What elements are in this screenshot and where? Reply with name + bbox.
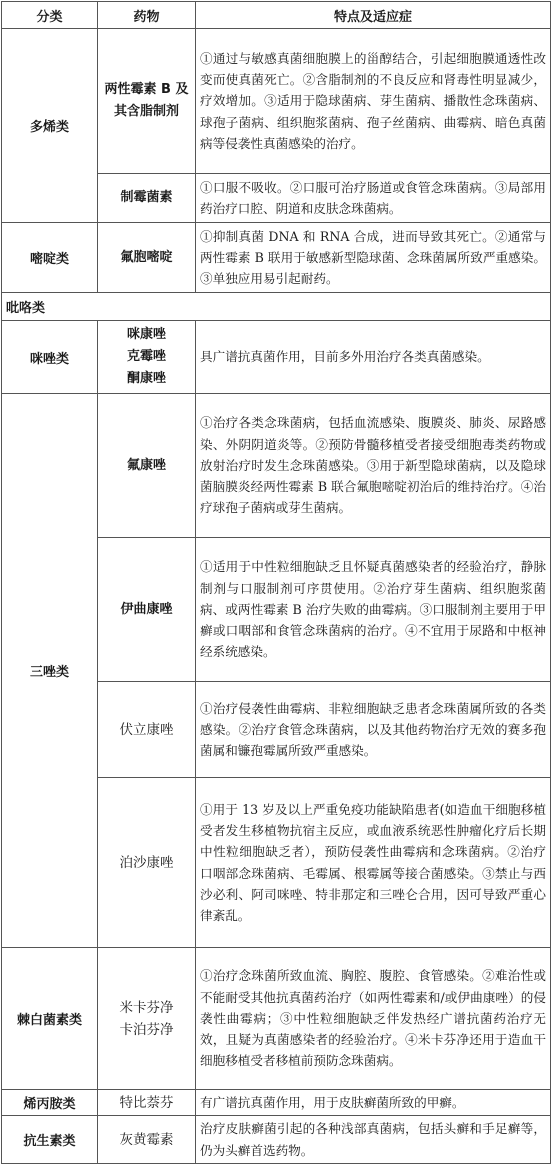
features-flucytosine: ①抑制真菌 DNA 和 RNA 合成，进而导致其死亡。②通常与两性霉素 B 联用于敏感新型隐球菌、念珠菌属所致严重感染。③单独应用易引起耐药。: [196, 223, 551, 293]
drug-imidazole-list: [98, 321, 196, 394]
drug-amphotericin-b: 两性霉素 B 及其含脂制剂: [98, 29, 196, 174]
table-row: [2, 948, 551, 1090]
table-row: [2, 1116, 551, 1164]
table-row: [2, 394, 551, 538]
drug-itraconazole: 伊曲康唑: [98, 538, 196, 682]
features-fluconazole: ①治疗各类念珠菌病，包括血流感染、腹膜炎、肺炎、尿路感染、外阴阴道炎等。②预防骨髓移植受者接受细胞毒类药物或放射治疗时发生念珠菌感染。③用于新型隐球菌病，以及隐球菌脑膜炎经两性霉素 B 联合氟胞嘧啶初治后的维持治疗。④治疗球孢子菌病或芽生菌病。: [196, 394, 551, 538]
drug-echinocandin-list: [98, 948, 196, 1090]
features-nystatin: ①口服不吸收。②口服可治疗肠道或食管念珠菌病。③局部用药治疗口腔、阴道和皮肤念珠菌病。: [196, 174, 551, 223]
class-imidazole: 咪唑类: [2, 321, 98, 394]
drug-posaconazole: 泊沙康唑: [98, 778, 196, 948]
features-itraconazole: ①适用于中性粒细胞缺乏且怀疑真菌感染者的经验治疗，静脉制剂与口服制剂可序贯使用。②治疗芽生菌病、组织胞浆菌病、或两性霉素 B 治疗失败的曲霉病。③口服制剂主要用于甲癣或口咽部和食管念珠菌病的治疗。④不宜用于尿路和中枢神经系统感染。: [196, 538, 551, 682]
class-pyrimidine: 嘧啶类: [2, 223, 98, 293]
features-posaconazole: ①用于 13 岁及以上严重免疫功能缺陷患者(如造血干细胞移植受者发生移植物抗宿主反应，或血液系统恶性肿瘤化疗后长期中性粒细胞缺乏者），预防侵袭性曲霉病和念珠菌病。②治疗口咽部念珠菌病、毛霉属、根霉属等接合菌感染。③禁止与西沙必利、阿司咪唑、特非那定和三唑仑合用，因可导致严重心律紊乱。: [196, 778, 551, 948]
class-echinocandin: 棘白菌素类: [2, 948, 98, 1090]
class-antibiotic: 抗生素类: [2, 1116, 98, 1164]
features-voriconazole: ①治疗侵袭性曲霉病、非粒细胞缺乏患者念珠菌属所致的各类感染。②治疗食管念珠菌病，以及其他药物治疗无效的赛多孢菌属和镰孢霉属所致严重感染。: [196, 682, 551, 778]
table-row: [2, 223, 551, 293]
features-griseofulvin: 治疗皮肤癣菌引起的各种浅部真菌病，包括头癣和手足癣等，仍为头癣首选药物。: [196, 1116, 551, 1164]
table-row: [2, 293, 551, 321]
table-header-row: [2, 2, 551, 29]
header-features: 特点及适应症: [196, 2, 551, 29]
header-class: 分类: [2, 2, 98, 29]
table-row: [2, 321, 551, 394]
antifungal-drug-table: [1, 1, 551, 1164]
drug-terbinafine: 特比萘芬: [98, 1090, 196, 1116]
section-azoles: 吡咯类: [2, 293, 551, 321]
header-drug: 药物: [98, 2, 196, 29]
class-triazole: 三唑类: [2, 394, 98, 948]
drug-micafungin: 米卡芬净: [119, 999, 174, 1016]
features-terbinafine: 有广谱抗真菌作用，用于皮肤癣菌所致的甲癣。: [196, 1090, 551, 1116]
table-row: [2, 29, 551, 174]
drug-miconazole: 咪康唑: [126, 327, 166, 342]
class-allylamine: 烯丙胺类: [2, 1090, 98, 1116]
drug-caspofungin: 卡泊芬净: [119, 1021, 174, 1038]
features-imidazole: 具广谱抗真菌作用，目前多外用治疗各类真菌感染。: [196, 321, 551, 394]
drug-nystatin: 制霉菌素: [98, 174, 196, 223]
features-amphotericin-b: ①通过与敏感真菌细胞膜上的甾醇结合，引起细胞膜通透性改变而使真菌死亡。②含脂制剂的不良反应和肾毒性明显减少，疗效增加。③适用于隐球菌病、芽生菌病、播散性念珠菌病、球孢子菌病、组织胞浆菌病、孢子丝菌病、曲霉病、暗色真菌病等侵袭性真菌感染的治疗。: [196, 29, 551, 174]
class-polyene: 多烯类: [2, 29, 98, 223]
drug-flucytosine: 氟胞嘧啶: [98, 223, 196, 293]
drug-griseofulvin: 灰黄霉素: [98, 1116, 196, 1164]
drug-fluconazole: 氟康唑: [98, 394, 196, 538]
drug-ketoconazole: 酮康唑: [126, 371, 166, 386]
features-echinocandin: ①治疗念珠菌所致血流、胸腔、腹腔、食管感染。②难治性或不能耐受其他抗真菌药治疗（如两性霉素和/或伊曲康唑）的侵袭性曲霉病；③中性粒细胞缺乏伴发热经广谱抗菌药治疗无效，且疑为真菌感染者的经验治疗。④米卡芬净还用于造血干细胞移植受者移植前预防念珠菌病。: [196, 948, 551, 1090]
table-row: [2, 1090, 551, 1116]
drug-voriconazole: 伏立康唑: [98, 682, 196, 778]
drug-clotrimazole: 克霉唑: [126, 349, 166, 364]
